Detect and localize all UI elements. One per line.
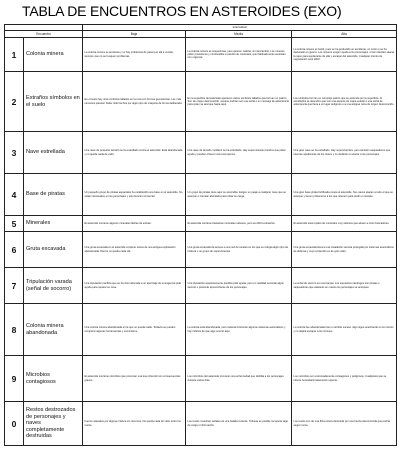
row-number: 8 xyxy=(5,304,24,356)
table-row xyxy=(5,356,397,402)
row-number: 7 xyxy=(5,268,24,304)
cell-high: Una gran base pirata fortificada ocupa el asteroide. Sus naves atacan a todo el que se acerque y tienen prisioneros a los que retienen para pedir un rescate. xyxy=(292,174,397,216)
encounter-name: Nave estrellada xyxy=(24,132,83,174)
cell-low: Una nave de pequeño tamaño se ha estrellado contra el asteroide. Está abandonada y no queda nada de valor. xyxy=(83,132,186,174)
cell-high: La colonia minera es hostil, pues se ha producido un accidente, un motín o se ha declarado en guerra. Los mineros exigen ayuda a los personajes, o bien deciden atacar la nave para apoderarse de ella y escapar del asteroide. Cualquier intento de negociación será difícil. xyxy=(292,38,397,72)
row-number: 2 xyxy=(5,72,24,132)
cell-high: Los restos son de una flota entera destruida por una fuerza desconocida que podría seguir cerca. xyxy=(292,402,397,446)
table-row xyxy=(5,132,397,174)
cell-low: El asteroide contiene algunos minerales fáciles de extraer. xyxy=(83,216,186,232)
table-row xyxy=(5,402,397,446)
row-number: 0 xyxy=(5,402,24,446)
encounter-name: Colonia minera xyxy=(24,38,83,72)
cell-medium: Los microbios del asteroide provocan una enfermedad que debilita a los personajes durante varios días. xyxy=(186,356,292,402)
table-header-row xyxy=(5,31,397,38)
encounter-name: Colonia minera abandonada xyxy=(24,304,83,356)
cell-high: El asteroide está repleto de minerales muy valiosos que atraen a otros buscadores. xyxy=(292,216,397,232)
table-row xyxy=(5,174,397,216)
cell-low: En el suelo hay unos símbolos tallados en la roca con formas geométricas. Los más cercanos parecen haber sido hechos por algún tipo de máquina de forma deliberada. xyxy=(83,72,186,132)
cell-high: Los microbios son extremadamente contagiosos y peligrosos. Cualquiera que se infecte necesitará tratamiento urgente. xyxy=(292,356,397,402)
cell-medium: La colonia minera es sospechosa, pero quieren realizar un intercambio. Los mineros piden provisiones y combustible a cambio de minerales, que habitualmente necesitan con urgencia. xyxy=(186,38,292,72)
cell-low: Un pequeño grupo de piratas espaciales ha establecido una base en el asteroide. No están interesados en los personajes y solo buscan comerciar. xyxy=(83,174,186,216)
page-title: TABLA DE ENCUENTROS EN ASTEROIDES (EXO) xyxy=(22,3,342,19)
encounter-name: Base de piratas xyxy=(24,174,83,216)
cell-medium: Una nave de tamaño mediano se ha estrellado. Hay supervivientes heridos que piden ayuda y pueden ofrecer una recompensa. xyxy=(186,132,292,174)
cell-low: Una gruta excavada en el asteroide contiene restos de una antigua explotación abandonada. Dentro no queda nada útil. xyxy=(83,232,186,268)
cell-high: La señal de socorro es una trampa. Los supuestos náufragos son piratas o saqueadores que atacarán en cuanto los personajes se acerquen. xyxy=(292,268,397,304)
cell-medium: Los restos muestran señales de una batalla reciente. Todavía es posible recuperar algo de carga o información. xyxy=(186,402,292,446)
column-header-low: Baja xyxy=(83,31,186,38)
table-row xyxy=(5,72,397,132)
cell-low: Una colonia minera abandonada en la que no queda nadie. Todavía se pueden recuperar algunas herramientas y suministros. xyxy=(83,304,186,356)
cell-medium: Una gruta excavada da acceso a una red de túneles en los que se refugia algún tipo de criatura o un grupo de supervivientes. xyxy=(186,232,292,268)
encounter-name: Restos destrozados de personajes y naves completamente destruidas xyxy=(24,402,83,446)
cell-low: Fueron atacados por alguna criatura sin recursos. No queda nada de valor entre los restos. xyxy=(83,402,186,446)
row-number: 6 xyxy=(5,232,24,268)
cell-medium: El asteroide contiene bastantes minerales valiosos, pero es difícil extraerlos. xyxy=(186,216,292,232)
cell-medium: Un grupo de piratas tiene aquí su escondite. Exigen un peaje a cualquier nave que se acerque o intentan abordarla para robar su carga. xyxy=(186,174,292,216)
cell-low: Una tripulación pacífica que se ha visto abocada a un aterrizaje de emergencia pide ayuda para reparar su nave. xyxy=(83,268,186,304)
encounter-sheet xyxy=(4,2,396,472)
encounter-name: Microbios contagiosos xyxy=(24,356,83,402)
encounter-name: Minerales xyxy=(24,216,83,232)
encounter-name: Tripulación varada (señal de socorro) xyxy=(24,268,83,304)
cell-medium: La colonia está abandonada, pero todavía funcionan algunos sistemas automáticos y hay indicios de que algo ocurrió aquí. xyxy=(186,304,292,356)
row-number: 4 xyxy=(5,174,24,216)
row-number: 1 xyxy=(5,38,24,72)
cell-low: La colonia minera es amistosa y no hay problemas de pasar por allí a vender, siempre que no se busquen problemas. xyxy=(83,38,186,72)
encounter-name: Gruta excavada xyxy=(24,232,83,268)
table-row xyxy=(5,38,397,72)
table-row xyxy=(5,216,397,232)
row-number: 5 xyxy=(5,216,24,232)
column-header-high: Alta xyxy=(292,31,397,38)
table-row xyxy=(5,232,397,268)
row-number: 9 xyxy=(5,356,24,402)
cell-medium: En la superficie del asteroide aparecen varios símbolos tallados que forman un patrón. Son de origen desconocido, aunque podrían ser una señal o un mensaje de advertencia para quien se acerque hasta aquí. xyxy=(186,72,292,132)
table-row xyxy=(5,304,397,356)
row-number: 3 xyxy=(5,132,24,174)
cell-high: La colonia fue abandonada tras un terrible suceso. Algo sigue acechando en su interior y no dejará escapar a los intrusos. xyxy=(292,304,397,356)
cell-medium: Una tripulación aparentemente pacífica pide ayuda, pero en realidad esconde algún secreto o pretende aprovecharse de los personajes. xyxy=(186,268,292,304)
encounter-table xyxy=(4,24,397,446)
cell-high: Una gran nave se ha estrellado. Hay supervivientes, pero también saqueadores que intentan apoderarse de los restos y no dudarán en atacar a los personajes. xyxy=(292,132,397,174)
column-header-encounter: Encuentro xyxy=(5,31,83,38)
cell-high: Una gruta excavada lleva a una instalación secreta protegida por sistemas automáticos de defensa y cuyo contenido es de gran valor. xyxy=(292,232,397,268)
encounter-name: Extraños símbolos en el suelo xyxy=(24,72,83,132)
column-header-medium: Media xyxy=(186,31,292,38)
cell-high: Los símbolos forman un complejo patrón que se extiende por la superficie. Al estudiarlos se descubre que son una especie de mapa estelar o una señal de advertencia que lleva a un lugar peligroso o a una antigua ruina de origen desconocido. xyxy=(292,72,397,132)
cell-low: El asteroide contiene microbios que provocan una leve infección sin consecuencias graves. xyxy=(83,356,186,402)
table-row xyxy=(5,268,397,304)
header-intensity: Intensidad xyxy=(83,25,397,31)
